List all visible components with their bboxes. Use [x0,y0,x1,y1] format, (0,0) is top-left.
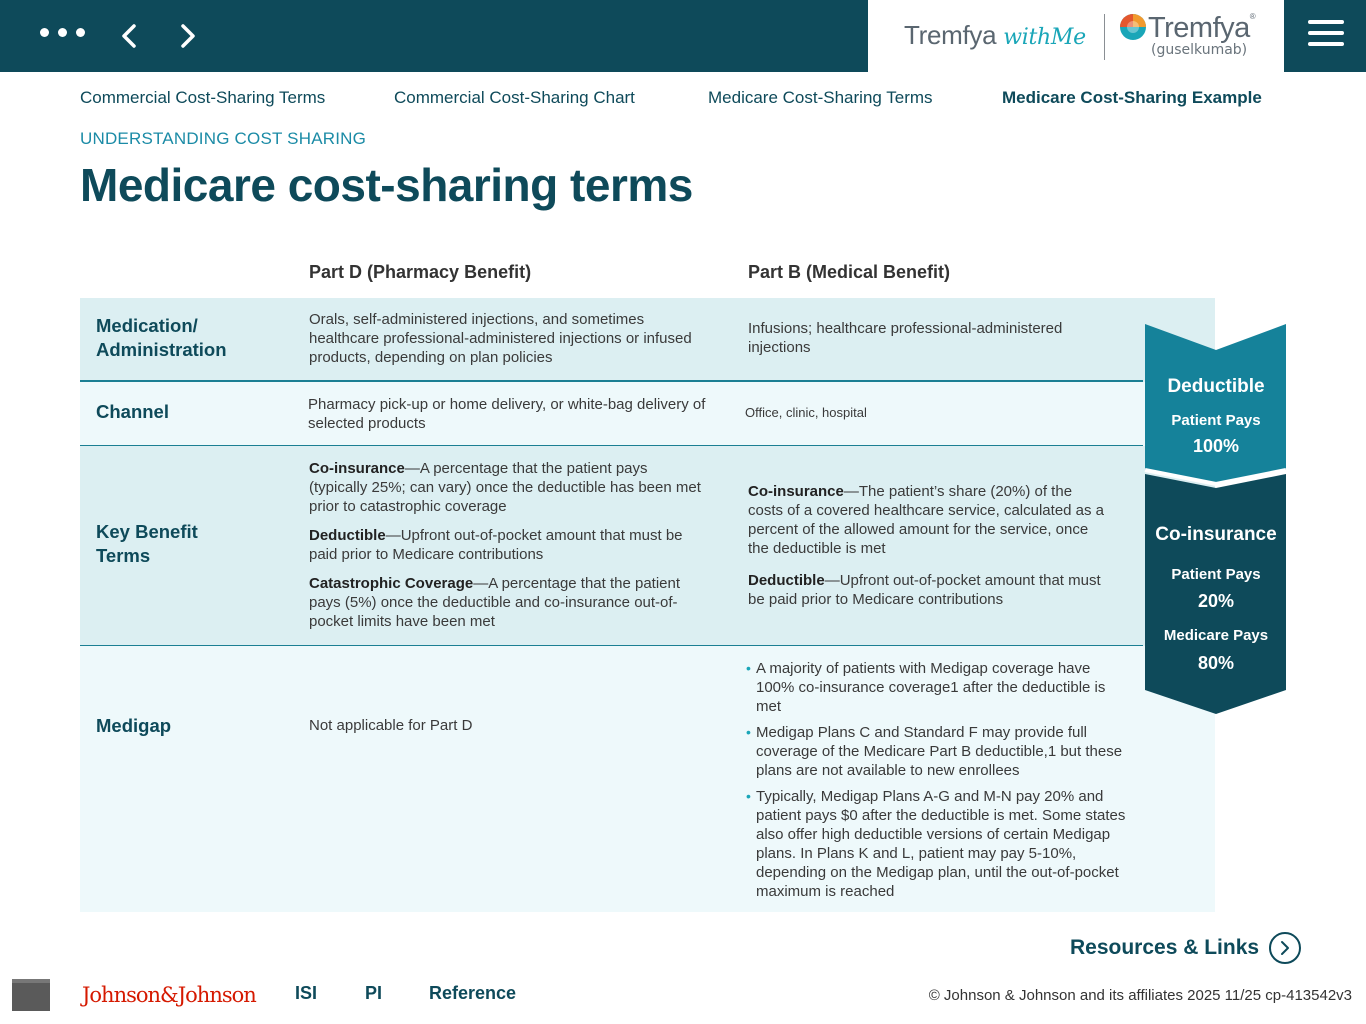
list-item: • Medigap Plans C and Standard F may provide full coverage of the Medicare Part B deductible,1 but these plans are not available to new enrollees [746,723,1132,780]
guselkumab-text: (guselkumab) [1151,42,1248,58]
deductible-title: Deductible [1167,376,1265,397]
term-co-insurance: Co-insurance—A percentage that the patient pays (typically 25%; can vary) once the deductible has been met prior to catastrophic coverage [309,460,701,515]
logo-withme-text: withMe [1003,25,1086,50]
co-insurance-patient-label: Patient Pays [1171,566,1261,583]
row-label: Channel [96,401,169,422]
eyebrow-label: UNDERSTANDING COST SHARING [80,129,367,148]
list-item: • A majority of patients with Medigap coverage have 100% co-insurance coverage1 after the deductible is met [746,659,1132,716]
tremfya-withme-logo [904,20,1086,51]
row-label: Medigap [96,715,172,736]
medicare-pays-value: 80% [1197,653,1235,673]
reference-link[interactable]: Reference [429,983,517,1003]
term-catastrophic-coverage: Catastrophic Coverage—A percentage that the patient pays (5%) once the deductible and co-insurance out-of-pocket limits have been met [309,575,681,630]
table-row-key-benefit-terms [80,446,1215,646]
logo-divider [1104,14,1105,60]
table-row-channel [80,382,1215,446]
column-header-part-b: Part B (Medical Benefit) [748,262,951,282]
tab-commercial-cost-sharing-chart[interactable]: Commercial Cost-Sharing Chart [394,88,635,107]
logo-text: Tremfya [904,20,1004,50]
tab-medicare-cost-sharing-terms[interactable]: Medicare Cost-Sharing Terms [708,88,933,107]
cell-part-b [746,659,1132,908]
cell-part-b [748,482,1108,619]
term-deductible: Deductible—Upfront out-of-pocket amount that must be paid prior to Medicare contributions [309,527,683,563]
deductible-patient-value: 100% [1192,436,1240,456]
hamburger-menu-icon[interactable] [1308,20,1344,50]
chevron-right-icon[interactable] [170,18,206,54]
cell-part-b: Infusions; healthcare professional-administered injections [748,320,1063,356]
tremfya-logo-text: Tremfya® [1148,12,1256,44]
johnson-johnson-logo: Johnson&Johnson [82,983,256,1007]
cell-part-b: Office, clinic, hospital [745,405,867,420]
term-deductible: Deductible—Upfront out-of-pocket amount that must be paid prior to Medicare contributions [748,572,1101,608]
resources-links-label: Resources & Links [1070,936,1260,959]
isi-link[interactable]: ISI [295,983,318,1003]
co-insurance-title: Co-insurance [1155,524,1277,545]
row-label: Key Benefit Terms [96,521,198,566]
brand-logo-area [868,0,1284,72]
chevron-right-circle-icon [1269,932,1301,964]
medicare-pays-label: Medicare Pays [1163,627,1269,644]
page-title: Medicare cost-sharing terms [80,159,693,211]
cell-part-d: Pharmacy pick-up or home delivery, or white-bag delivery of selected products [308,396,706,432]
cell-part-d [309,459,709,641]
co-insurance-patient-value: 20% [1197,591,1235,611]
row-label: Medication/ Administration [96,315,227,360]
top-bar [0,0,1366,72]
table-row-medication [80,298,1215,382]
list-item: • Typically, Medigap Plans A-G and M-N pay 20% and patient pays $0 after the deductible is met. Some states also offer high deductible versions of certain Medigap plans. In Plans K and L, patient may pay 5-10%, depending on the Medigap plan, until the out-of-pocket maximum is reached [746,787,1132,901]
column-header-part-d: Part D (Pharmacy Benefit) [309,262,532,282]
deductible-patient-label: Patient Pays [1171,412,1261,429]
tremfya-mark-icon [1118,12,1148,47]
pi-link[interactable]: PI [365,983,383,1003]
tab-medicare-cost-sharing-example[interactable]: Medicare Cost-Sharing Example [1002,88,1262,107]
deductible-chevron [1145,324,1286,484]
tab-commercial-cost-sharing-terms[interactable]: Commercial Cost-Sharing Terms [80,88,326,107]
table-row-medigap [80,646,1215,912]
more-options-icon[interactable] [40,28,85,37]
folder-tab-icon[interactable] [12,979,50,1011]
resources-links-button[interactable] [1070,932,1301,964]
cell-part-d: Not applicable for Part D [309,717,473,734]
term-co-insurance: Co-insurance—The patient’s share (20%) of the costs of a covered healthcare service, calculated as a percent of the allowed amount for the service, once the deductible is met [748,483,1105,557]
copyright-text: © Johnson & Johnson and its affiliates 2025 11/25 cp-413542v3 [928,987,1352,1004]
cell-part-d: Orals, self-administered injections, and sometimes healthcare professional-administered injections or infused products, depending on plan policies [309,311,692,366]
chevron-left-icon[interactable] [112,18,148,54]
